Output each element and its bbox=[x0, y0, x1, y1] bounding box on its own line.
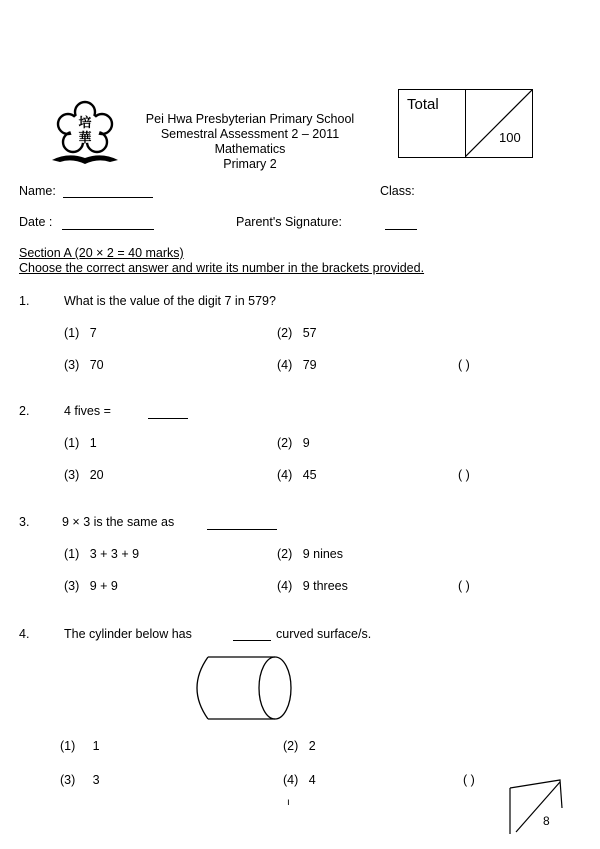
q4-option-2[interactable] bbox=[283, 739, 316, 753]
option-number: (1) bbox=[60, 739, 76, 753]
level-title: Primary 2 bbox=[223, 157, 277, 171]
q1-option-4[interactable] bbox=[277, 358, 317, 372]
q2-option-1[interactable] bbox=[64, 436, 97, 450]
option-value: 79 bbox=[302, 358, 317, 372]
option-number: (2) bbox=[277, 547, 293, 561]
date-label: Date : bbox=[19, 215, 53, 229]
q2-answer-bracket[interactable]: ( ) bbox=[458, 468, 470, 482]
option-value: 9 threes bbox=[302, 579, 348, 593]
q4-blank bbox=[233, 640, 271, 641]
q4-option-4[interactable] bbox=[283, 773, 316, 787]
option-value: 9 bbox=[302, 436, 310, 450]
name-label: Name: bbox=[19, 184, 56, 198]
question-4-number: 4. bbox=[19, 627, 30, 641]
crest-char-top: 培 bbox=[78, 116, 92, 131]
school-name: Pei Hwa Presbyterian Primary School bbox=[145, 112, 355, 126]
q2-option-3[interactable] bbox=[64, 468, 104, 482]
q4-option-1[interactable] bbox=[60, 739, 100, 753]
question-2-text: 4 fives = bbox=[64, 404, 111, 418]
option-value: 1 bbox=[89, 436, 97, 450]
option-number: (3) bbox=[60, 773, 76, 787]
q1-option-1[interactable] bbox=[64, 326, 97, 340]
q3-blank bbox=[207, 529, 277, 530]
name-field[interactable] bbox=[63, 197, 153, 198]
option-value: 20 bbox=[89, 468, 104, 482]
q2-blank bbox=[148, 418, 188, 419]
question-1-number: 1. bbox=[19, 294, 30, 308]
q4-answer-bracket[interactable]: ( ) bbox=[463, 773, 475, 787]
class-label: Class: bbox=[380, 184, 415, 198]
option-value: 9 + 9 bbox=[89, 579, 118, 593]
option-number: (4) bbox=[277, 468, 293, 482]
q1-option-3[interactable] bbox=[64, 358, 104, 372]
q3-answer-bracket[interactable]: ( ) bbox=[458, 579, 470, 593]
section-instruction: Choose the correct answer and write its number in the brackets provided. bbox=[19, 261, 425, 275]
option-number: (1) bbox=[64, 436, 80, 450]
question-3-number: 3. bbox=[19, 515, 30, 529]
total-score-box bbox=[398, 89, 533, 158]
assessment-title: Semestral Assessment 2 – 2011 bbox=[160, 127, 340, 141]
signature-label: Parent's Signature: bbox=[236, 215, 342, 229]
school-crest-logo bbox=[48, 100, 122, 170]
option-number: (3) bbox=[64, 468, 80, 482]
q2-option-2[interactable] bbox=[277, 436, 310, 450]
question-1-text: What is the value of the digit 7 in 579? bbox=[64, 294, 276, 308]
q4-option-3[interactable] bbox=[60, 773, 100, 787]
page-marks-box bbox=[508, 778, 564, 834]
section-heading bbox=[19, 246, 184, 260]
option-number: (3) bbox=[64, 579, 80, 593]
total-max-score: 100 bbox=[499, 130, 521, 145]
option-number: (1) bbox=[64, 547, 80, 561]
q3-option-2[interactable] bbox=[277, 547, 343, 561]
q1-option-2[interactable] bbox=[277, 326, 317, 340]
q2-option-4[interactable] bbox=[277, 468, 317, 482]
section-title: Section A bbox=[19, 246, 72, 260]
option-number: (2) bbox=[277, 326, 293, 340]
option-value: 45 bbox=[302, 468, 317, 482]
total-label: Total bbox=[407, 96, 439, 113]
q3-option-3[interactable] bbox=[64, 579, 118, 593]
option-value: 3 bbox=[92, 773, 100, 787]
question-4-text-after: curved surface/s. bbox=[276, 627, 372, 641]
question-4-text-before: The cylinder below has bbox=[64, 627, 192, 641]
section-marks: (20 × 2 = 40 marks) bbox=[74, 246, 184, 260]
option-number: (4) bbox=[277, 579, 293, 593]
option-value: 4 bbox=[308, 773, 316, 787]
question-3-text: 9 × 3 is the same as bbox=[62, 515, 175, 529]
option-value: 9 nines bbox=[302, 547, 344, 561]
signature-field[interactable] bbox=[385, 229, 417, 230]
page-number-marker: ı bbox=[287, 797, 290, 808]
option-value: 7 bbox=[89, 326, 97, 340]
option-number: (4) bbox=[283, 773, 299, 787]
subject-title: Mathematics bbox=[214, 142, 286, 156]
cylinder-figure bbox=[184, 651, 300, 725]
total-box-diagonal bbox=[465, 90, 532, 157]
option-number: (3) bbox=[64, 358, 80, 372]
q3-option-4[interactable] bbox=[277, 579, 348, 593]
date-field[interactable] bbox=[62, 229, 154, 230]
q1-answer-bracket[interactable]: ( ) bbox=[458, 358, 470, 372]
page-marks-value: 8 bbox=[543, 814, 550, 828]
question-2-number: 2. bbox=[19, 404, 30, 418]
q3-option-1[interactable] bbox=[64, 547, 139, 561]
option-number: (4) bbox=[277, 358, 293, 372]
option-value: 1 bbox=[92, 739, 100, 753]
option-number: (1) bbox=[64, 326, 80, 340]
option-value: 3 + 3 + 9 bbox=[89, 547, 140, 561]
option-number: (2) bbox=[283, 739, 299, 753]
option-number: (2) bbox=[277, 436, 293, 450]
option-value: 70 bbox=[89, 358, 104, 372]
option-value: 2 bbox=[308, 739, 316, 753]
crest-char-bottom: 華 bbox=[78, 131, 92, 146]
option-value: 57 bbox=[302, 326, 317, 340]
